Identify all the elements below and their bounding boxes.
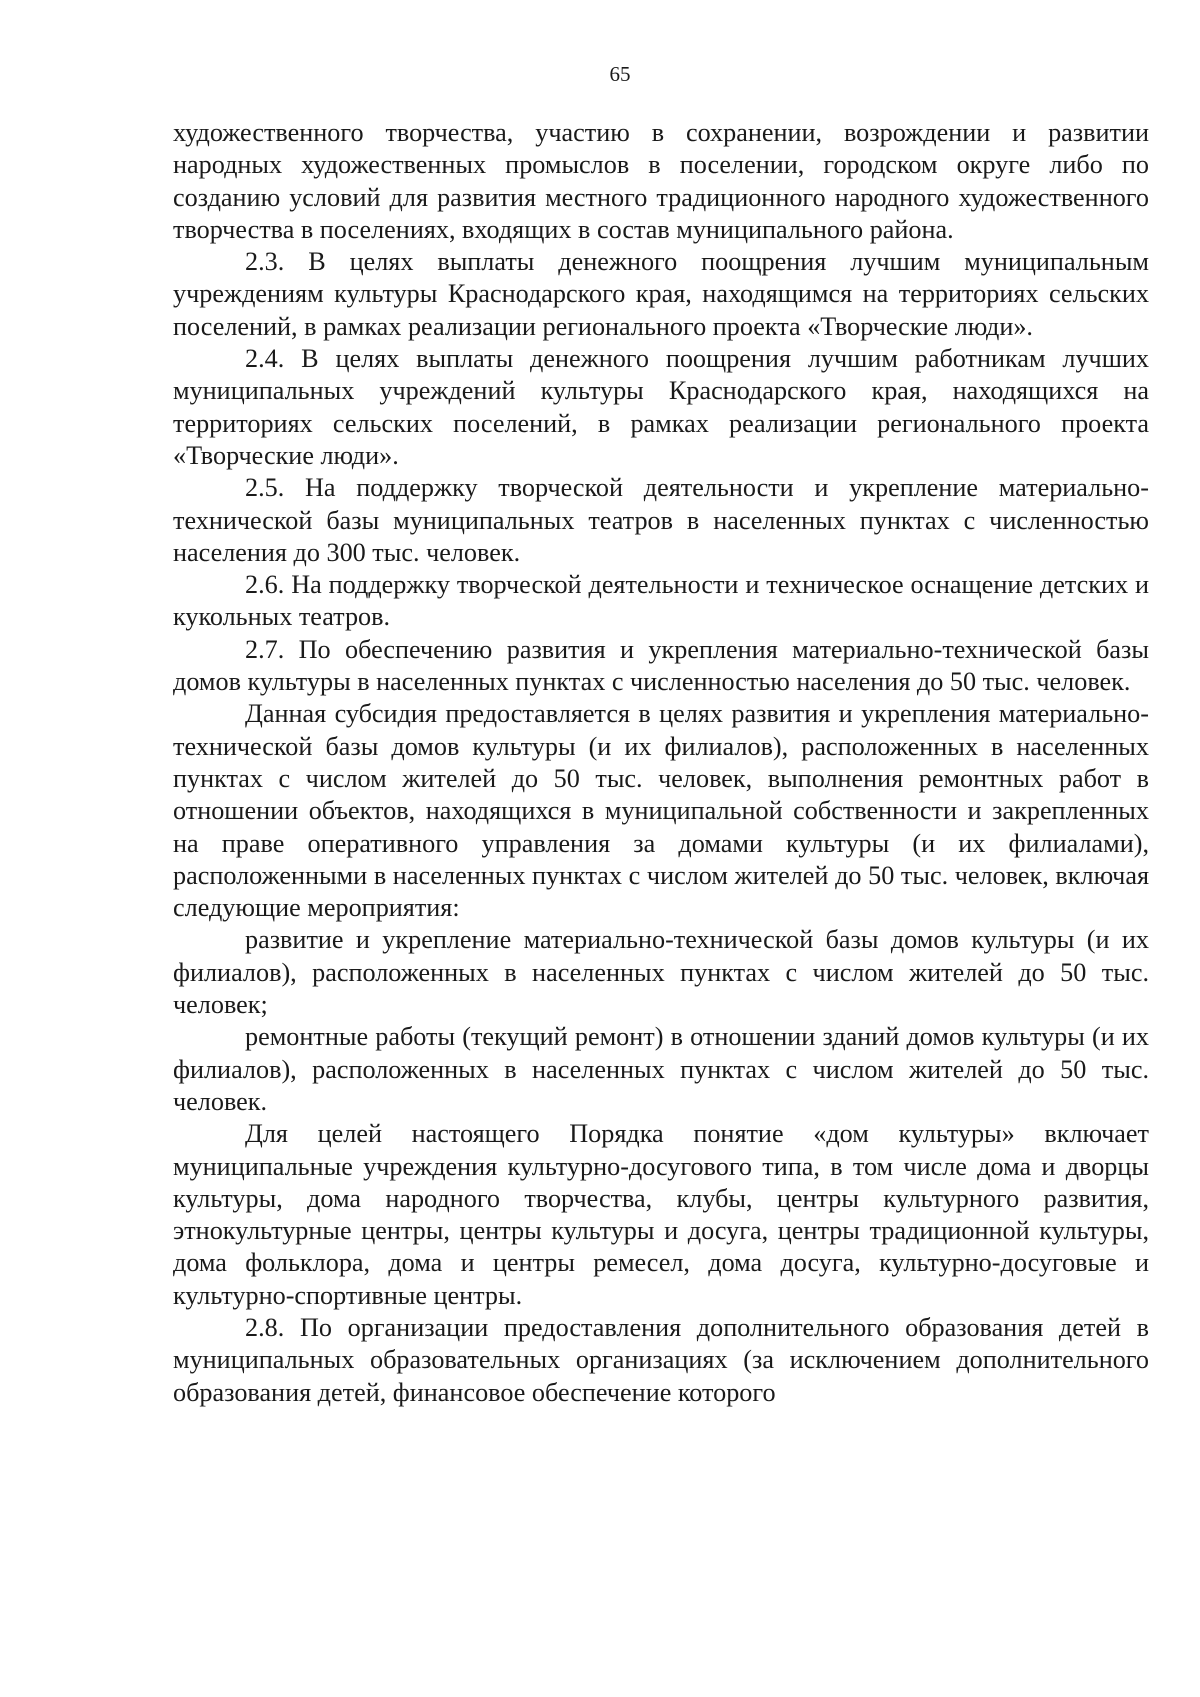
page-number: 65 <box>609 62 631 86</box>
paragraph-house-of-culture-definition: Для целей настоящего Порядка понятие «дом культуры» включает муниципальные учреждения культурно-досугового типа, в том числе дома и дворцы культуры, дома народного творчества, клубы, центры культурного развития, этнокультурные центры, центры культуры и досуга, центры традиционной культуры, дома фольклора, дома и центры ремесел, дома досуга, культурно-досуговые и культурно-спортивные центры. <box>173 1119 1149 1310</box>
paragraph-2-8: 2.8. По организации предоставления дополнительного образования детей в муниципальных образовательных организациях (за исключением дополнительного образования детей, финансовое обеспечение которого <box>173 1312 1149 1407</box>
paragraph-2-7: 2.7. По обеспечению развития и укрепления материально-технической базы домов культуры в населенных пунктах с численностью населения до 50 тыс. человек. <box>173 634 1149 697</box>
paragraph-2-5: 2.5. На поддержку творческой деятельности и укрепление материально-технической базы муниципальных театров в населенных пунктах с численностью населения до 300 тыс. человек. <box>173 473 1149 567</box>
document-body <box>173 117 1149 1409</box>
paragraph-2-3: 2.3. В целях выплаты денежного поощрения лучшим муниципальным учреждениям культуры Краснодарского края, находящимся на территориях сельских поселений, в рамках реализации регионального проекта «Творческие люди». <box>173 247 1149 341</box>
paragraph-measure-development: развитие и укрепление материально-технической базы домов культуры (и их филиалов), расположенных в населенных пунктах с числом жителей до 50 тыс. человек; <box>173 925 1149 1020</box>
paragraph-2-4: 2.4. В целях выплаты денежного поощрения лучшим работникам лучших муниципальных учреждений культуры Краснодарского края, находящихся на территориях сельских поселений, в рамках реализации регионального проекта «Творческие люди». <box>173 344 1149 470</box>
paragraph-subsidy-description: Данная субсидия предоставляется в целях развития и укрепления материально-технической базы домов культуры (и их филиалов), расположенных в населенных пунктах с числом жителей до 50 тыс. человек, выполнения ремонтных работ в отношении объектов, находящихся в муниципальной собственности и закрепленных на праве оперативного управления за домами культуры (и их филиалами), расположенными в населенных пунктах с числом жителей до 50 тыс. человек, включая следующие мероприятия: <box>173 699 1149 923</box>
paragraph-measure-repair: ремонтные работы (текущий ремонт) в отношении зданий домов культуры (и их филиалов), расположенных в населенных пунктах с числом жителей до 50 тыс. человек. <box>173 1022 1149 1116</box>
paragraph-2-6: 2.6. На поддержку творческой деятельности и техническое оснащение детских и кукольных театров. <box>173 570 1149 632</box>
paragraph-continuation: художественного творчества, участию в сохранении, возрождении и развитии народных художественных промыслов в поселении, городском округе либо по созданию условий для развития местного традиционного народного художественного творчества в поселениях, входящих в состав муниципального района. <box>173 118 1149 244</box>
